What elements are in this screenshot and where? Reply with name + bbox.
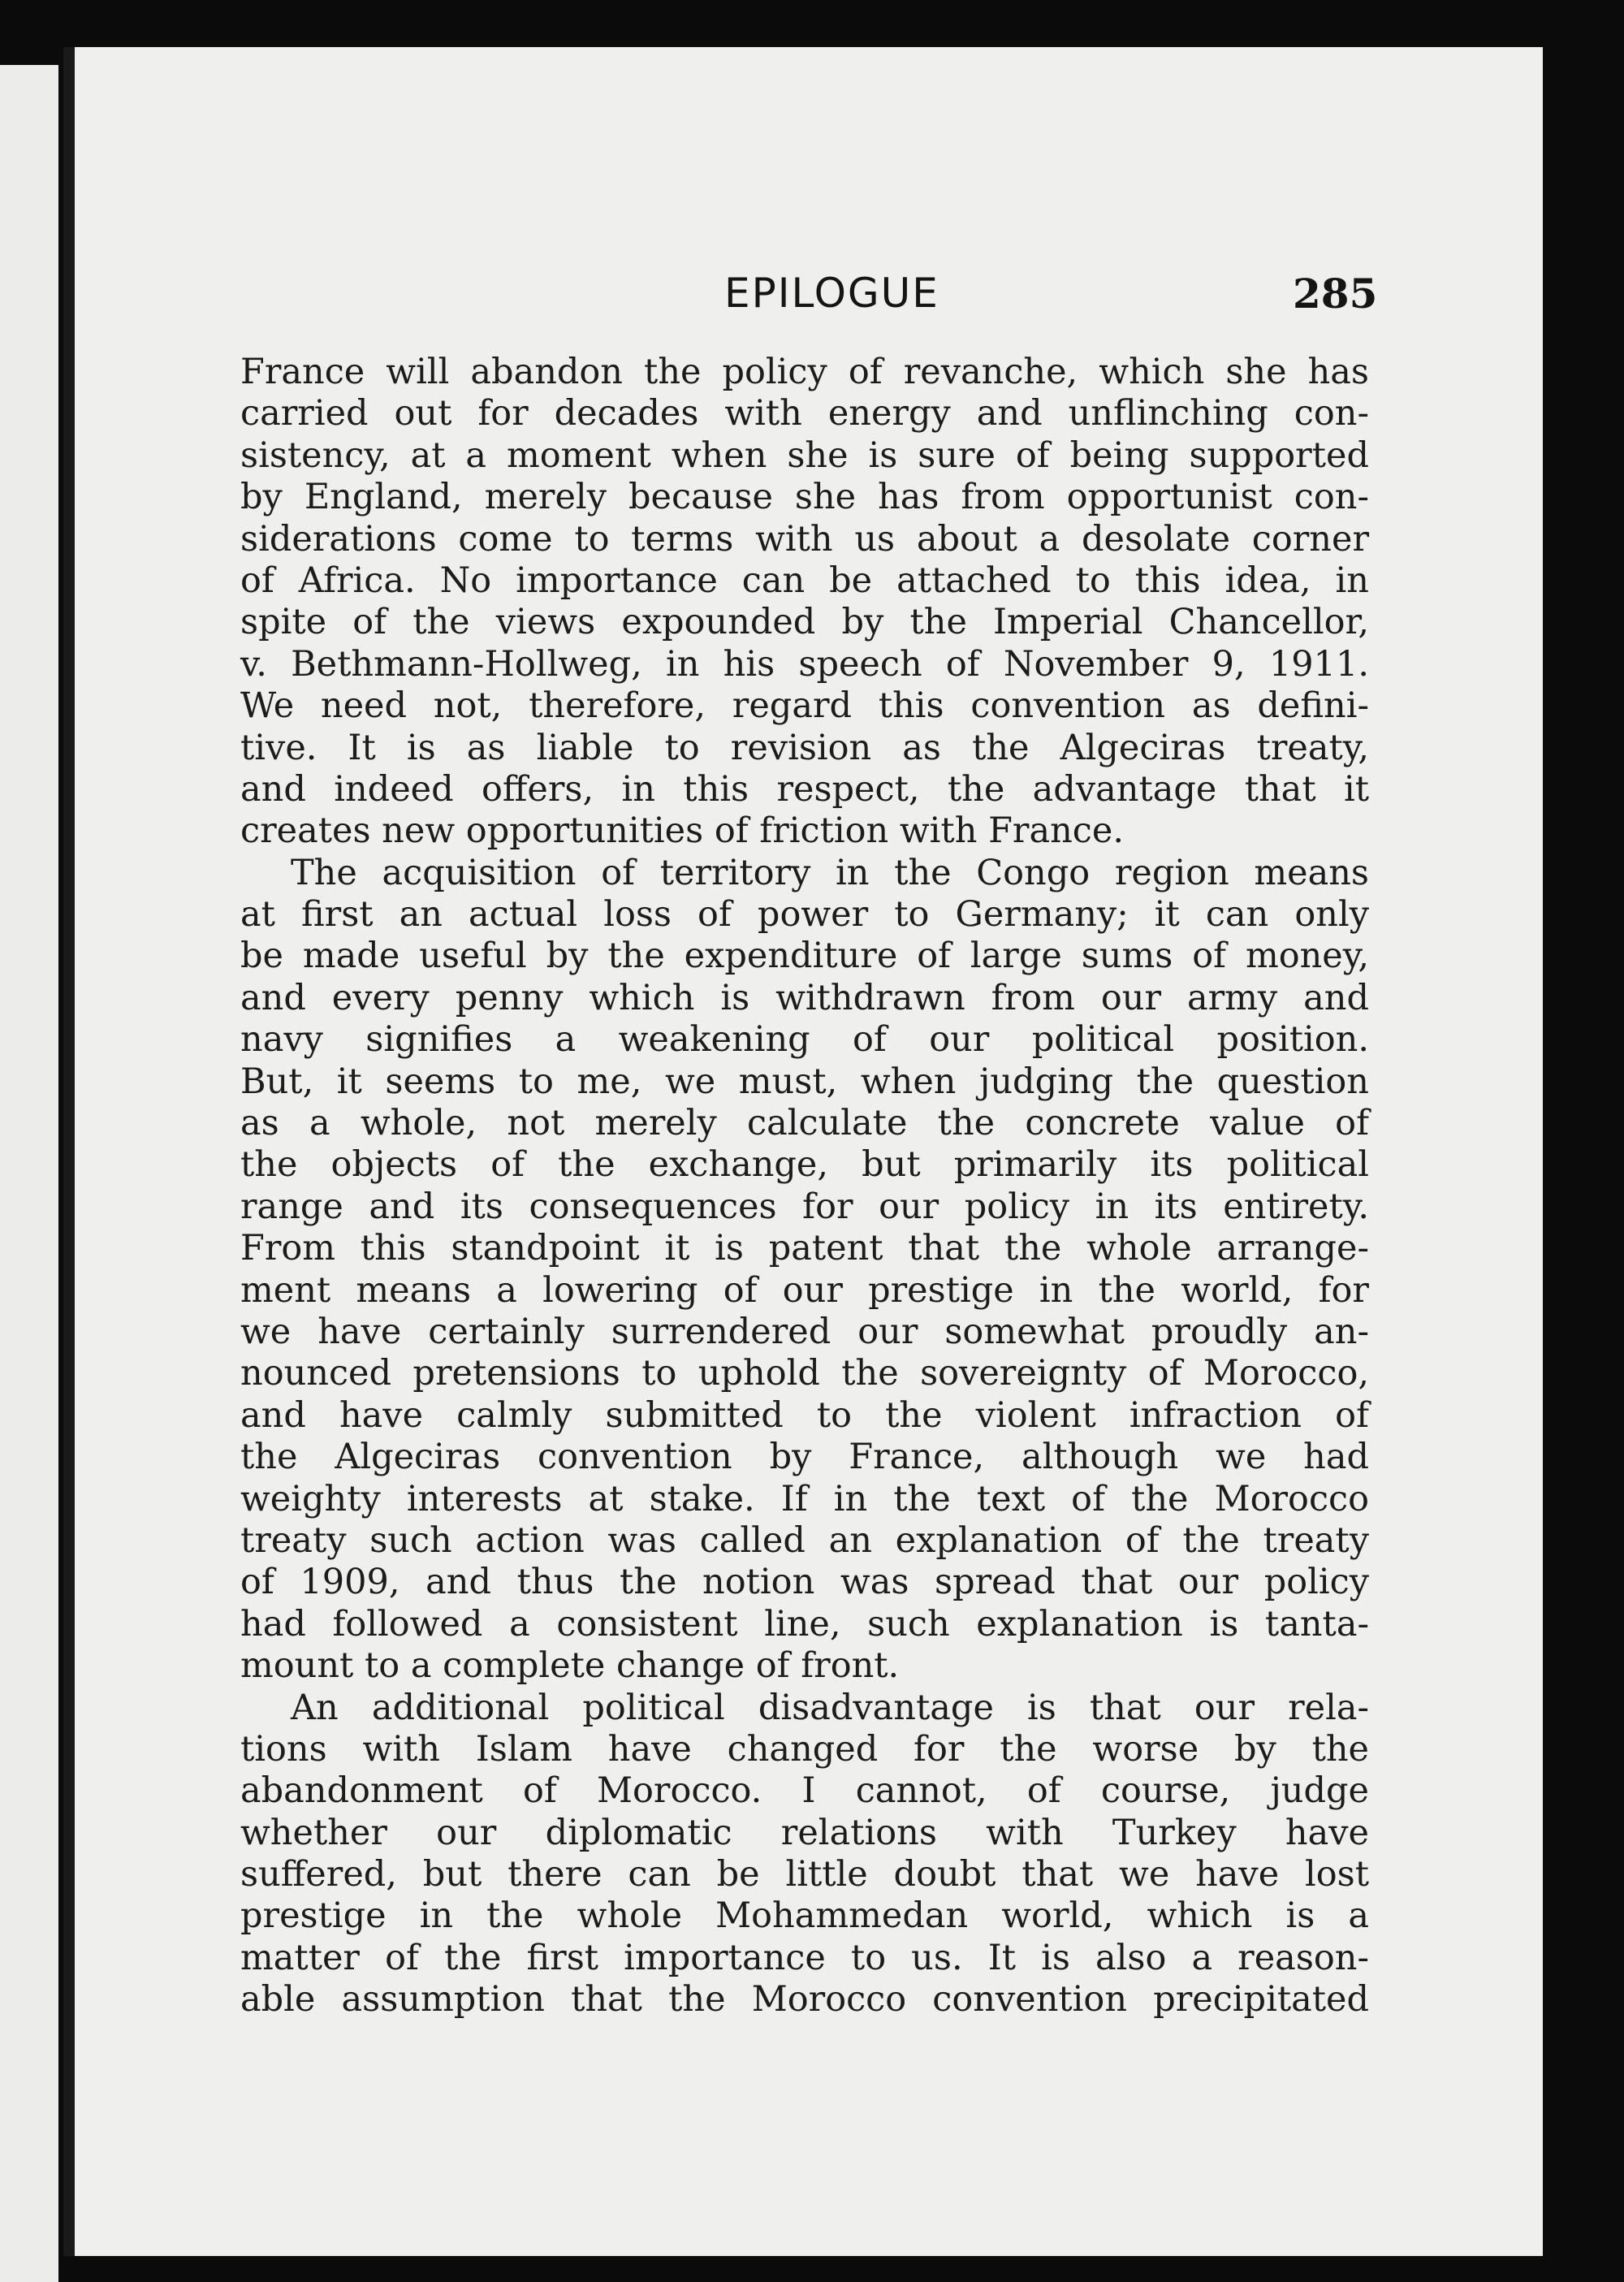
text-line: able assumption that the Morocco convention precipitated (240, 1979, 1369, 2021)
text-line: We need not, therefore, regard this convention as defini- (240, 685, 1369, 727)
text-line: sistency, at a moment when she is sure of being supported (240, 434, 1369, 476)
text-line: and every penny which is withdrawn from our army and (240, 977, 1369, 1018)
text-line: the Algeciras convention by France, although we had (240, 1437, 1369, 1478)
text-line: v. Bethmann-Hollweg, in his speech of November 9, 1911. (240, 643, 1369, 685)
text-line: tive. It is as liable to revision as the Algeciras treaty, (240, 727, 1369, 768)
facing-page-edge (0, 65, 58, 2282)
body-text (240, 352, 1369, 2021)
text-line: of 1909, and thus the notion was spread that our policy (240, 1562, 1369, 1603)
text-line: prestige in the whole Mohammedan world, which is a (240, 1895, 1369, 1937)
text-line: range and its consequences for our policy in its entirety. (240, 1186, 1369, 1227)
text-line: had followed a consistent line, such explanation is tanta- (240, 1603, 1369, 1645)
text-line: treaty such action was called an explanation of the treaty (240, 1519, 1369, 1561)
text-line: But, it seems to me, we must, when judging the question (240, 1061, 1369, 1102)
text-line: by England, merely because she has from opportunist con- (240, 477, 1369, 518)
text-line: carried out for decades with energy and unflinching con- (240, 393, 1369, 434)
text-line: mount to a complete change of front. (240, 1645, 900, 1687)
text-line: at first an actual loss of power to Germany; it can only (240, 894, 1369, 936)
text-line: weighty interests at stake. If in the text of the Morocco (240, 1478, 1369, 1519)
text-line: nounced pretensions to uphold the sovereignty of Morocco, (240, 1353, 1369, 1394)
page-number: 285 (1293, 270, 1378, 318)
text-line: spite of the views expounded by the Imperial Chancellor, (240, 602, 1369, 643)
text-line: ment means a lowering of our prestige in the world, for (240, 1269, 1369, 1311)
running-head (75, 263, 1543, 328)
text-line: The acquisition of territory in the Congo region means (291, 852, 1369, 893)
text-line: abandonment of Morocco. I cannot, of course, judge (240, 1770, 1369, 1812)
text-line: whether our diplomatic relations with Turkey have (240, 1812, 1369, 1853)
text-line: suffered, but there can be little doubt that we have lost (240, 1854, 1369, 1895)
text-line: tions with Islam have changed for the worse by the (240, 1728, 1369, 1770)
text-line: be made useful by the expenditure of large sums of money, (240, 936, 1369, 977)
text-line: An additional political disadvantage is that our rela- (291, 1687, 1369, 1728)
text-line: navy signifies a weakening of our political position. (240, 1019, 1369, 1061)
running-title: EPILOGUE (724, 270, 939, 317)
text-line: the objects of the exchange, but primarily its political (240, 1144, 1369, 1186)
text-line: and have calmly submitted to the violent infraction of (240, 1394, 1369, 1436)
text-line: as a whole, not merely calculate the concrete value of (240, 1103, 1369, 1144)
text-line: From this standpoint it is patent that the whole arrange- (240, 1228, 1369, 1269)
text-line: France will abandon the policy of revanche, which she has (240, 352, 1369, 392)
text-line: we have certainly surrendered our somewhat proudly an- (240, 1311, 1369, 1352)
text-line: siderations come to terms with us about a desolate corner (240, 518, 1369, 560)
text-line: of Africa. No importance can be attached to this idea, in (240, 560, 1369, 601)
text-line: matter of the first importance to us. It is also a reason- (240, 1937, 1369, 1978)
book-page (75, 47, 1543, 2256)
text-line: and indeed offers, in this respect, the advantage that it (240, 768, 1369, 810)
text-line: creates new opportunities of friction with France. (240, 810, 1124, 852)
